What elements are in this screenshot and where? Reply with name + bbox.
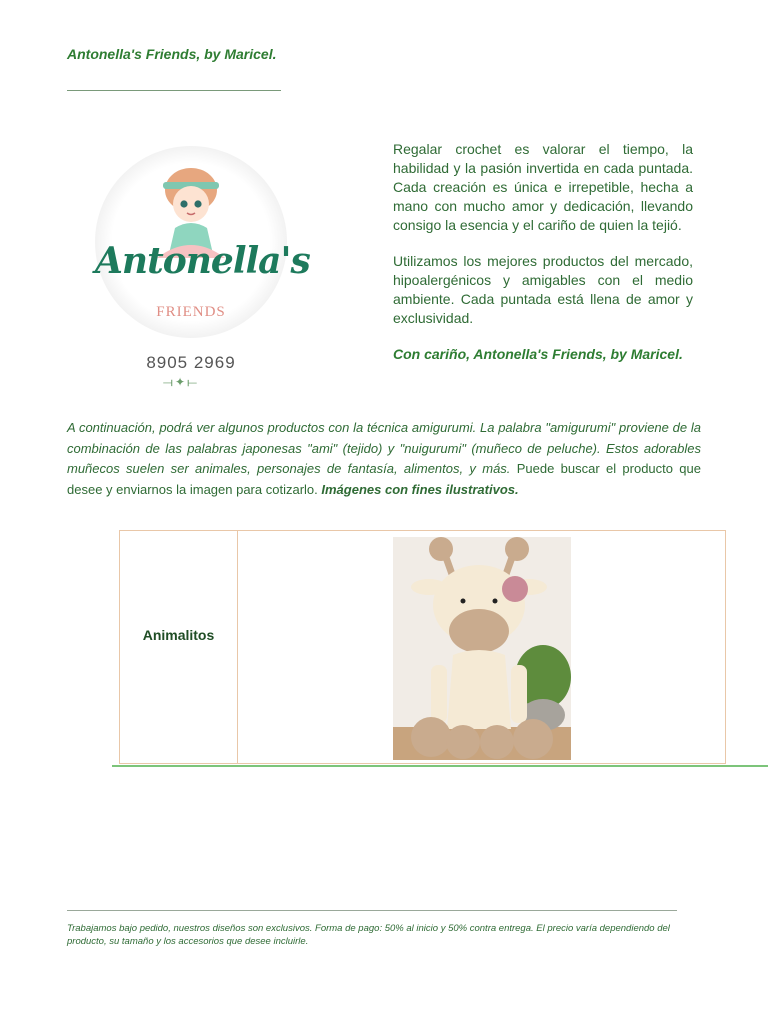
leaf-ornament-icon: ⟞✦⟝ [163, 375, 199, 389]
section-divider [112, 765, 768, 767]
intro-paragraph-1: Regalar crochet es valorar el tiempo, la habilidad y la pasión invertida en cada puntada. Cada creación es única e irrepetible, hecha a mano con mucho amor y dedicación, llevando consigo la esencia y el cariño de quien la tejió. [393, 141, 693, 233]
products-italic-text: A continuación, podrá ver algunos productos con la técnica amigurumi. La palabra "amigurumi" proviene de la combinación de las palabras japonesas "ami" (tejido) y "nuigurumi" (muñeco de peluche). Estos adorables muñecos suelen ser animales, personajes de fantasía, alimentos, y más. [67, 420, 701, 476]
brand-logo [93, 142, 310, 392]
footer-rule [67, 910, 677, 911]
products-plain-text: Puede buscar el producto que desee y enviarnos la imagen para cotizarlo. [67, 461, 701, 497]
intro-paragraph-2: Utilizamos los mejores productos del mercado, hipoalergénicos y amigables con el medio ambiente. Cada puntada está llena de amor y exclusividad. [393, 253, 693, 326]
document-title: Antonella's Friends, by Maricel. [67, 46, 277, 62]
table-column-divider [237, 531, 238, 763]
giraffe-amigurumi-photo [393, 537, 571, 760]
logo-brand-name: Antonella's [95, 240, 310, 282]
table-row-category: Animalitos [142, 627, 215, 643]
products-paragraph [67, 418, 701, 500]
product-table [119, 530, 726, 764]
logo-phone: 8905 2969 [146, 353, 236, 372]
intro-signoff: Con cariño, Antonella's Friends, by Maricel. [393, 346, 683, 362]
header-rule [67, 90, 281, 91]
logo-subtitle: FRIENDS [156, 304, 226, 320]
intro-text [393, 140, 693, 381]
footer-note: Trabajamos bajo pedido, nuestros diseños son exclusivos. Forma de pago: 50% al inicio y 50% contra entrega. El precio varía dependiendo del producto, su tamaño y los accesorios que desee incluirle. [67, 923, 670, 947]
products-disclaimer: Imágenes con fines ilustrativos. [321, 481, 519, 497]
